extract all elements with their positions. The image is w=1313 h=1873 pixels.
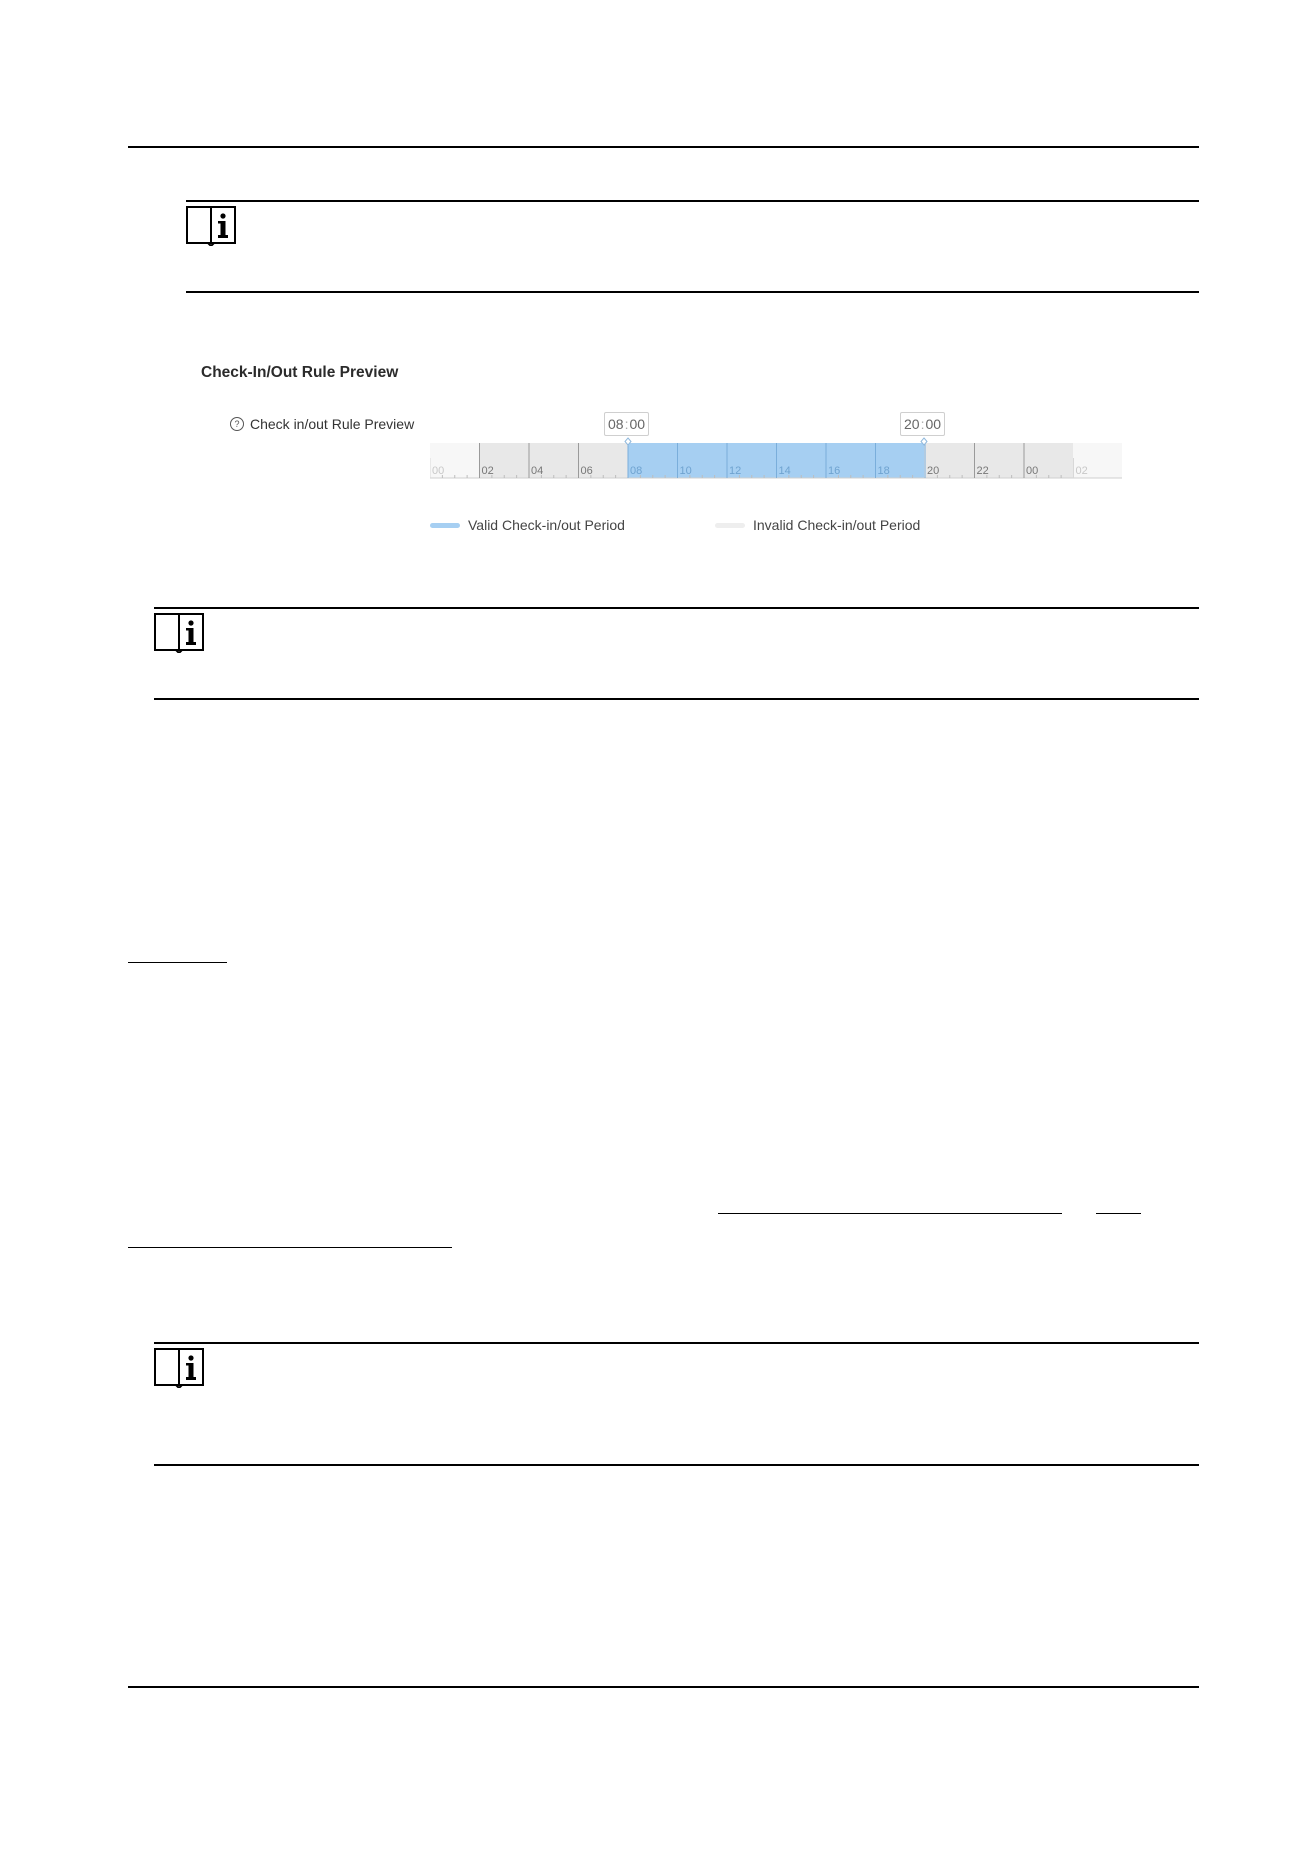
end-time-input[interactable]: 20 : 00 [900, 412, 945, 436]
underline-link[interactable] [1096, 1213, 1141, 1214]
legend-invalid [715, 517, 920, 533]
timeline-tick-label: 04 [531, 465, 544, 477]
start-time-input[interactable]: 08 : 00 [604, 412, 649, 436]
end-minute[interactable]: 00 [925, 416, 942, 432]
timeline-tick-label: 18 [877, 465, 890, 477]
preview-heading: Check-In/Out Rule Preview [201, 364, 399, 381]
start-hour[interactable]: 08 [608, 416, 624, 432]
info-book-icon [154, 613, 204, 653]
legend-valid-swatch [430, 523, 460, 528]
timeline-bar[interactable] [430, 436, 1122, 486]
preview-label [230, 416, 414, 432]
timeline-tick-label: 06 [580, 465, 593, 477]
legend-valid [430, 517, 625, 533]
timeline-tick-label: 00 [432, 465, 445, 477]
timeline-tick-label: 12 [729, 465, 742, 477]
timeline-tick-label: 22 [976, 465, 989, 477]
start-minute[interactable]: 00 [629, 416, 646, 432]
timeline-tick-label: 08 [630, 465, 643, 477]
underline-link[interactable] [128, 1247, 452, 1248]
timeline-tick-label: 00 [1026, 465, 1039, 477]
note-bottom-rule [154, 1464, 1199, 1466]
timeline-tick-label: 14 [778, 465, 791, 477]
note-top-rule [154, 1342, 1199, 1344]
end-hour[interactable]: 20 [904, 416, 920, 432]
underline-link[interactable] [128, 962, 227, 963]
timeline-tick-label: 02 [481, 465, 494, 477]
page-footer-rule [128, 1686, 1199, 1688]
legend-valid-text: Valid Check-in/out Period [468, 517, 625, 533]
note-bottom-rule [186, 291, 1199, 293]
timeline-tick-label: 20 [927, 465, 940, 477]
preview-label-text: Check in/out Rule Preview [250, 416, 415, 432]
legend-invalid-swatch [715, 523, 745, 528]
underline-link[interactable] [718, 1213, 1062, 1214]
timeline-tick-label: 16 [828, 465, 841, 477]
timeline-tick-label: 02 [1075, 465, 1088, 477]
question-circle-icon[interactable]: ? [230, 417, 244, 431]
info-book-icon [186, 206, 236, 246]
page-header-rule [128, 146, 1199, 148]
note-bottom-rule [154, 698, 1199, 700]
legend-invalid-text: Invalid Check-in/out Period [753, 517, 921, 533]
note-top-rule [186, 200, 1199, 202]
timeline-tick-label: 10 [679, 465, 692, 477]
note-top-rule [154, 607, 1199, 609]
info-book-icon [154, 1348, 204, 1388]
